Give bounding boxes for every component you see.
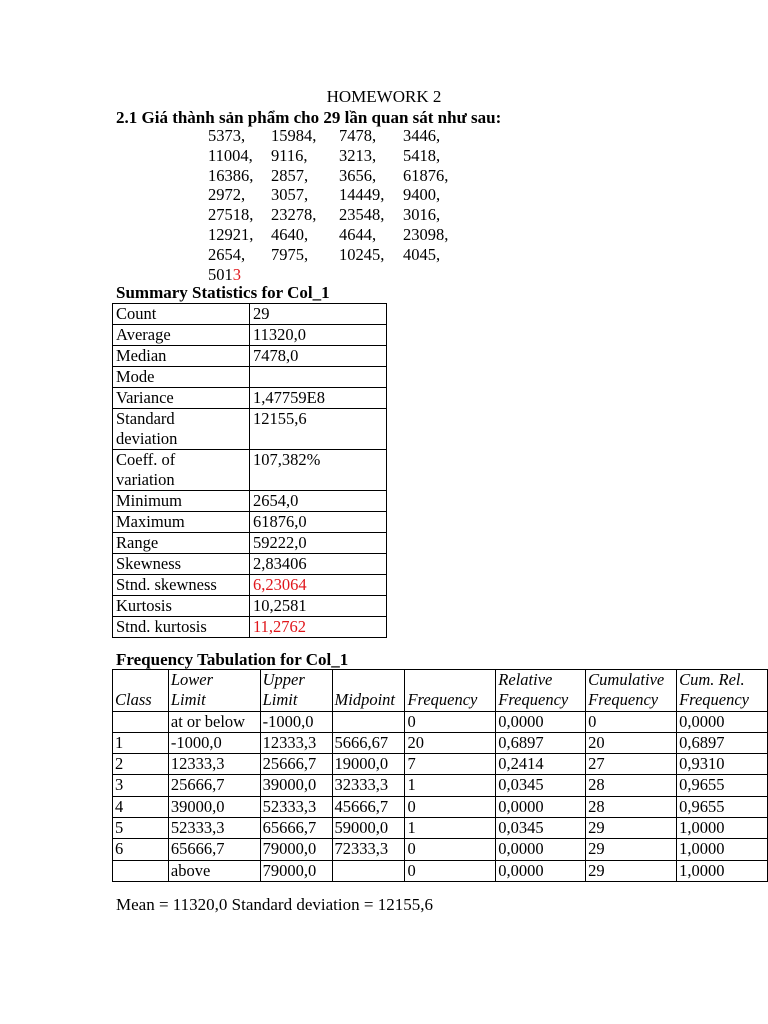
freq-cell: 28 (586, 796, 677, 817)
freq-cell: 65666,7 (168, 839, 260, 860)
summary-label: Skewness (113, 554, 250, 575)
freq-cell: Cum. Rel. (677, 670, 768, 691)
freq-cell: 29 (586, 839, 677, 860)
freq-row (113, 775, 768, 796)
freq-cell: 72333,3 (332, 839, 405, 860)
summary-value: 12155,6 (250, 409, 387, 450)
freq-cell: 0,9655 (677, 775, 768, 796)
freq-cell: Frequency (677, 690, 768, 711)
data-value: 15984, (271, 126, 317, 145)
mean-stddev-line: Mean = 11320,0 Standard deviation = 12155,6 (116, 895, 433, 914)
freq-cell: 1,0000 (677, 839, 768, 860)
data-value: 10245, (339, 244, 385, 264)
freq-cell: Frequency (405, 690, 496, 711)
summary-row (113, 388, 387, 409)
freq-cell: 0,0000 (677, 711, 768, 732)
freq-cell (332, 711, 405, 732)
freq-cell: 4 (113, 796, 169, 817)
freq-cell: 0,2414 (496, 754, 586, 775)
freq-cell: 12333,3 (260, 732, 332, 753)
summary-label: Range (113, 533, 250, 554)
freq-cell: 0 (405, 860, 496, 881)
freq-cell: 25666,7 (260, 754, 332, 775)
data-value: 4644, (339, 224, 377, 244)
data-value: 27518, (208, 205, 254, 225)
freq-row (113, 732, 768, 753)
freq-cell: at or below (168, 711, 260, 732)
data-value: 4640, (271, 224, 309, 244)
freq-cell: 1,0000 (677, 860, 768, 881)
summary-value: 1,47759E8 (250, 388, 387, 409)
summary-label: Variance (113, 388, 250, 409)
freq-cell: 1 (405, 818, 496, 839)
freq-row (113, 839, 768, 860)
data-value: 14449, (339, 185, 385, 205)
freq-row (113, 711, 768, 732)
freq-cell: 79000,0 (260, 860, 332, 881)
freq-row (113, 754, 768, 775)
freq-cell: Frequency (586, 690, 677, 711)
summary-value (250, 367, 387, 388)
freq-cell: 79000,0 (260, 839, 332, 860)
data-value: 3656, (339, 165, 377, 185)
freq-cell: 39000,0 (168, 796, 260, 817)
freq-cell: Relative (496, 670, 586, 691)
freq-cell: 0,9655 (677, 796, 768, 817)
summary-row (113, 491, 387, 512)
summary-label: Stnd. skewness (113, 575, 250, 596)
freq-cell: 52333,3 (260, 796, 332, 817)
freq-cell: 0,0345 (496, 775, 586, 796)
freq-cell: Midpoint (332, 690, 405, 711)
summary-label: Stnd. kurtosis (113, 617, 250, 638)
page-title: HOMEWORK 2 (326, 87, 442, 106)
summary-row (113, 575, 387, 596)
freq-cell: 1,0000 (677, 818, 768, 839)
summary-label: Kurtosis (113, 596, 250, 617)
data-value: 7478, (339, 126, 377, 145)
freq-cell: 3 (113, 775, 169, 796)
freq-cell (113, 670, 169, 691)
data-value: 3213, (339, 145, 377, 165)
summary-label: Mode (113, 367, 250, 388)
summary-statistics-table (112, 303, 387, 638)
summary-value: 11,2762 (250, 617, 387, 638)
freq-cell: 0 (405, 796, 496, 817)
summary-label: Minimum (113, 491, 250, 512)
freq-cell: 0,0000 (496, 860, 586, 881)
summary-label: Standard deviation (113, 409, 250, 450)
summary-row (113, 512, 387, 533)
summary-row (113, 533, 387, 554)
freq-cell: 5 (113, 818, 169, 839)
freq-cell: 20 (586, 732, 677, 753)
freq-cell: 0,6897 (496, 732, 586, 753)
freq-cell: 25666,7 (168, 775, 260, 796)
freq-cell: Limit (168, 690, 260, 711)
data-value: 23278, (271, 205, 317, 225)
summary-value: 29 (250, 304, 387, 325)
freq-row (113, 860, 768, 881)
summary-heading: Summary Statistics for Col_1 (116, 283, 330, 302)
freq-cell: Frequency (496, 690, 586, 711)
freq-cell (332, 670, 405, 691)
freq-cell: -1000,0 (260, 711, 332, 732)
summary-row (113, 554, 387, 575)
summary-value: 6,23064 (250, 575, 387, 596)
data-value: 3446, (403, 126, 441, 145)
freq-cell: 45666,7 (332, 796, 405, 817)
summary-label: Maximum (113, 512, 250, 533)
summary-value: 11320,0 (250, 325, 387, 346)
data-value: 3057, (271, 185, 309, 205)
summary-value: 7478,0 (250, 346, 387, 367)
data-value: 5418, (403, 145, 441, 165)
freq-cell: 7 (405, 754, 496, 775)
data-value-last: 5013 (208, 264, 241, 284)
freq-cell: 0 (405, 711, 496, 732)
freq-header-row (113, 670, 768, 691)
freq-cell: 52333,3 (168, 818, 260, 839)
data-value: 2972, (208, 185, 246, 205)
summary-label: Coeff. of variation (113, 450, 250, 491)
freq-cell: 0,0000 (496, 839, 586, 860)
summary-value: 2,83406 (250, 554, 387, 575)
summary-value: 2654,0 (250, 491, 387, 512)
freq-cell: 0 (586, 711, 677, 732)
summary-row (113, 450, 387, 491)
freq-cell: Cumulative (586, 670, 677, 691)
summary-label: Count (113, 304, 250, 325)
freq-cell: 0,0000 (496, 796, 586, 817)
summary-label: Median (113, 346, 250, 367)
freq-cell: 5666,67 (332, 732, 405, 753)
freq-cell: Upper (260, 670, 332, 691)
freq-header-row (113, 690, 768, 711)
freq-cell: 39000,0 (260, 775, 332, 796)
freq-cell: 29 (586, 860, 677, 881)
summary-row (113, 409, 387, 450)
summary-label: Average (113, 325, 250, 346)
freq-cell: 6 (113, 839, 169, 860)
freq-cell: 29 (586, 818, 677, 839)
freq-cell: 2 (113, 754, 169, 775)
freq-cell: 12333,3 (168, 754, 260, 775)
summary-row (113, 325, 387, 346)
freq-cell (113, 860, 169, 881)
freq-cell: 20 (405, 732, 496, 753)
freq-cell (113, 711, 169, 732)
data-value: 12921, (208, 224, 254, 244)
freq-cell: 27 (586, 754, 677, 775)
data-value: 61876, (403, 165, 449, 185)
freq-row (113, 818, 768, 839)
freq-cell (332, 860, 405, 881)
data-value: 3016, (403, 205, 441, 225)
data-value: 5373, (208, 126, 246, 145)
freq-cell: 65666,7 (260, 818, 332, 839)
data-value: 7975, (271, 244, 309, 264)
freq-cell: above (168, 860, 260, 881)
data-value: 23548, (339, 205, 385, 225)
freq-cell: Limit (260, 690, 332, 711)
freq-cell: -1000,0 (168, 732, 260, 753)
summary-value: 10,2581 (250, 596, 387, 617)
freq-cell: 0,9310 (677, 754, 768, 775)
data-value: 2654, (208, 244, 246, 264)
freq-cell: 1 (113, 732, 169, 753)
data-value: 4045, (403, 244, 441, 264)
summary-row (113, 367, 387, 388)
freq-cell: 19000,0 (332, 754, 405, 775)
freq-cell: 28 (586, 775, 677, 796)
frequency-heading: Frequency Tabulation for Col_1 (116, 650, 349, 669)
data-value: 2857, (271, 165, 309, 185)
summary-value: 59222,0 (250, 533, 387, 554)
summary-row (113, 304, 387, 325)
data-value: 9400, (403, 185, 441, 205)
data-value: 9116, (271, 145, 308, 165)
freq-cell: 0,0345 (496, 818, 586, 839)
freq-cell: 0 (405, 839, 496, 860)
problem-statement: 2.1 Giá thành sản phẩm cho 29 lần quan sát như sau: (116, 108, 502, 127)
freq-cell: 0,6897 (677, 732, 768, 753)
summary-row (113, 346, 387, 367)
summary-row (113, 617, 387, 638)
freq-cell: Class (113, 690, 169, 711)
summary-value: 107,382% (250, 450, 387, 491)
summary-row (113, 596, 387, 617)
summary-value: 61876,0 (250, 512, 387, 533)
frequency-table (112, 669, 768, 882)
data-value: 23098, (403, 224, 449, 244)
data-value: 16386, (208, 165, 254, 185)
freq-cell: 1 (405, 775, 496, 796)
freq-cell: 0,0000 (496, 711, 586, 732)
freq-cell: Lower (168, 670, 260, 691)
freq-cell: 32333,3 (332, 775, 405, 796)
freq-row (113, 796, 768, 817)
data-value: 11004, (208, 145, 253, 165)
freq-cell: 59000,0 (332, 818, 405, 839)
freq-cell (405, 670, 496, 691)
